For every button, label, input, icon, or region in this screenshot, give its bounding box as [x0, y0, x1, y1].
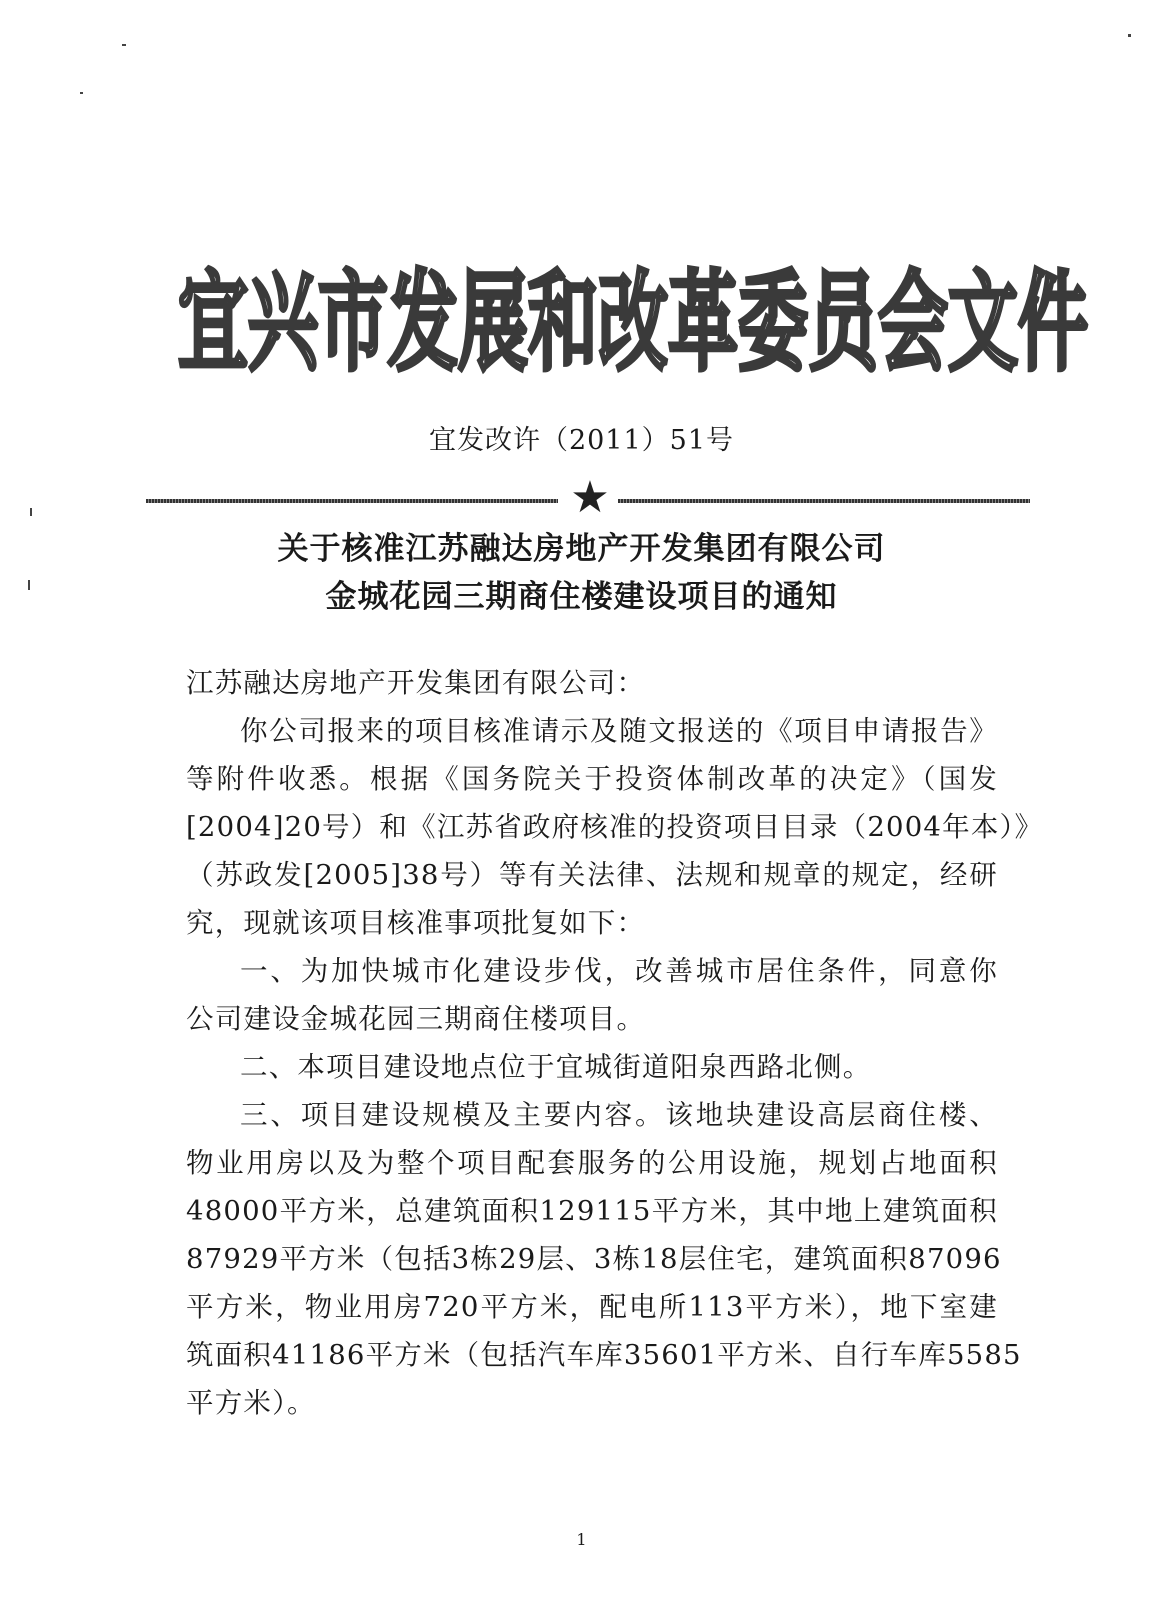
divider-line-left	[146, 499, 558, 503]
divider-line-right	[618, 499, 1030, 503]
body-line: 筑面积41186平方米（包括汽车库35601平方米、自行车库5585	[186, 1339, 1022, 1371]
body-line: 平方米）。	[186, 1387, 316, 1419]
scan-speck	[30, 508, 32, 516]
header-char: 件	[1018, 257, 1088, 387]
body-line: 三、项目建设规模及主要内容。该地块建设高层商住楼、	[240, 1099, 998, 1131]
body-line: 平方米，物业用房720平方米，配电所113平方米），地下室建	[186, 1291, 998, 1323]
page-number: 1	[576, 1530, 587, 1549]
header-char: 市	[318, 257, 388, 387]
header-char: 宜	[178, 257, 248, 387]
body-line: 你公司报来的项目核准请示及随文报送的《项目申请报告》	[240, 715, 998, 747]
header-char: 委	[738, 257, 808, 387]
body-line: 一、为加快城市化建设步伐，改善城市居住条件，同意你	[240, 955, 998, 987]
header-char: 文	[948, 257, 1018, 387]
scan-speck	[122, 44, 126, 46]
header-char: 员	[808, 257, 878, 387]
notice-title-line-1: 关于核准江苏融达房地产开发集团有限公司	[277, 531, 886, 567]
header-char: 展	[458, 257, 528, 387]
scan-speck	[1128, 34, 1131, 37]
star-icon: ★	[570, 472, 610, 523]
header-char: 兴	[248, 257, 318, 387]
header-char: 改	[598, 257, 668, 387]
body-line: [2004]20号）和《江苏省政府核准的投资项目目录（2004年本）》	[186, 811, 1044, 843]
body-line: 等附件收悉。根据《国务院关于投资体制改革的决定》（国发	[186, 763, 998, 795]
header-char: 革	[668, 257, 738, 387]
header-char: 发	[388, 257, 458, 387]
notice-title-line-2: 金城花园三期商住楼建设项目的通知	[325, 579, 838, 615]
body-line: 48000平方米，总建筑面积129115平方米，其中地上建筑面积	[186, 1195, 998, 1227]
body-line: 87929平方米（包括3栋29层、3栋18层住宅，建筑面积87096	[186, 1243, 1002, 1275]
header-char: 和	[528, 257, 598, 387]
body-line: 公司建设金城花园三期商住楼项目。	[186, 1003, 646, 1035]
header-char: 会	[878, 257, 948, 387]
body-line: 物业用房以及为整个项目配套服务的公用设施，规划占地面积	[186, 1147, 998, 1179]
header-divider	[146, 472, 1030, 523]
body-line: 究，现就该项目核准事项批复如下：	[186, 907, 646, 939]
addressee: 江苏融达房地产开发集团有限公司：	[186, 667, 646, 699]
body-line: 二、本项目建设地点位于宜城街道阳泉西路北侧。	[240, 1051, 872, 1083]
scan-speck	[80, 92, 83, 94]
document-number: 宜发改许（2011）51号	[428, 425, 735, 456]
issuer-header-title	[178, 222, 1088, 424]
body-line: （苏政发[2005]38号）等有关法律、法规和规章的规定，经研	[186, 859, 998, 891]
